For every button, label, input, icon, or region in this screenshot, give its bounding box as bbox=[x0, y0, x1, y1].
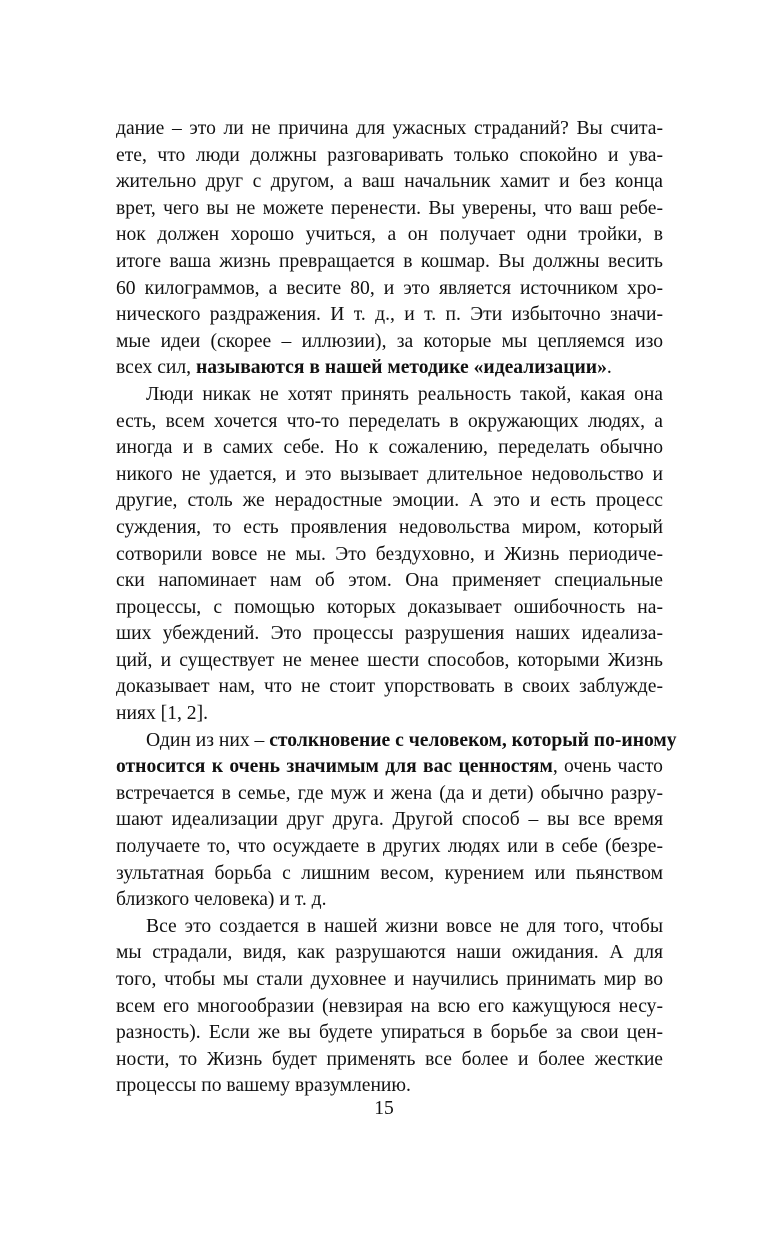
bold-text: называются в нашей методике «идеализации» bbox=[195, 357, 607, 379]
text-segment: процессы, с помощью которых доказывает ошибочность на- bbox=[116, 596, 663, 618]
text-segment: встречается в семье, где муж и жена (да и дети) обычно разру- bbox=[116, 782, 663, 804]
text-line bbox=[116, 409, 663, 436]
text-line bbox=[116, 621, 663, 648]
text-line bbox=[116, 754, 663, 781]
text-line bbox=[116, 701, 663, 728]
text-segment: врет, чего вы не можете перенести. Вы уверены, что ваш ребе- bbox=[116, 197, 663, 219]
bold-text: относится к очень значимым для вас ценностям bbox=[116, 756, 553, 778]
text-segment: , очень часто bbox=[552, 756, 663, 778]
text-line bbox=[116, 781, 663, 808]
text-line bbox=[116, 355, 663, 382]
text-line bbox=[116, 116, 663, 143]
text-line bbox=[116, 861, 663, 888]
page-body bbox=[116, 116, 677, 1100]
text-segment: того, чтобы мы стали духовнее и научились принимать мир во bbox=[116, 969, 663, 990]
text-segment: ниях [1, 2]. bbox=[116, 703, 209, 725]
text-line bbox=[116, 807, 663, 834]
text-line bbox=[116, 249, 663, 276]
text-line bbox=[116, 143, 663, 170]
text-line bbox=[116, 382, 663, 409]
text-segment: всех сил, bbox=[116, 357, 196, 379]
text-segment: Люди никак не хотят принять реальность такой, какая она bbox=[146, 383, 663, 405]
text-line bbox=[116, 329, 663, 356]
text-segment: никого не удается, и это вызывает длительное недовольство и bbox=[116, 463, 663, 485]
text-segment: суждения, то есть проявления недовольства миром, который bbox=[116, 516, 663, 538]
text-segment: дание – это ли не причина для ужасных страданий? Вы счита- bbox=[116, 118, 663, 139]
text-segment: нического раздражения. И т. д., и т. п. Эти избыточно значи- bbox=[116, 304, 663, 326]
text-segment: доказывает нам, что не стоит упорствовать в своих заблужде- bbox=[116, 676, 663, 698]
text-segment: нок должен хорошо учиться, а он получает одни тройки, в bbox=[116, 224, 663, 246]
paragraph-p4 bbox=[116, 914, 663, 1100]
text-segment: 60 килограммов, а весите 80, и это является источником хро- bbox=[116, 277, 663, 299]
text-line bbox=[116, 542, 663, 569]
text-segment: получаете то, что осуждаете в других людях или в себе (безре- bbox=[116, 836, 663, 858]
text-segment: итоге ваша жизнь превращается в кошмар. Вы должны весить bbox=[116, 250, 663, 272]
text-line bbox=[116, 222, 663, 249]
text-line bbox=[116, 169, 663, 196]
text-line bbox=[116, 1047, 663, 1074]
text-segment: ски напоминает нам об этом. Она применяет специальные bbox=[116, 570, 663, 592]
text-segment: ших убеждений. Это процессы разрушения наших идеализа- bbox=[116, 623, 663, 645]
text-line bbox=[116, 595, 663, 622]
text-line bbox=[116, 834, 663, 861]
text-segment: . bbox=[606, 357, 612, 379]
text-segment: ности, то Жизнь будет применять все более и более жесткие bbox=[116, 1048, 663, 1070]
text-segment: зультатная борьба с лишним весом, курением или пьянством bbox=[116, 862, 663, 884]
text-segment: жительно друг с другом, а ваш начальник хамит и без конца bbox=[116, 171, 663, 193]
text-segment: процессы по вашему вразумлению. bbox=[116, 1075, 411, 1097]
bold-text: столкновение с человеком, который по-иному bbox=[269, 729, 677, 751]
text-segment: разность). Если же вы будете упираться в борьбе за свои цен- bbox=[116, 1022, 663, 1044]
text-line bbox=[116, 302, 663, 329]
text-segment: Один из них – bbox=[146, 729, 270, 751]
paragraph-p1 bbox=[116, 116, 663, 382]
text-segment: Все это создается в нашей жизни вовсе не для того, чтобы bbox=[146, 915, 663, 937]
text-line bbox=[116, 914, 663, 941]
text-line bbox=[116, 488, 663, 515]
paragraph-p2 bbox=[116, 382, 663, 728]
text-line bbox=[116, 568, 663, 595]
text-line bbox=[116, 994, 663, 1021]
text-line bbox=[116, 276, 663, 303]
text-line bbox=[116, 462, 663, 489]
text-segment: мы страдали, видя, как разрушаются наши ожидания. А для bbox=[116, 942, 663, 964]
text-line bbox=[116, 435, 663, 462]
text-segment: мые идеи (скорее – иллюзии), за которые мы цепляемся изо bbox=[116, 330, 663, 352]
text-segment: ций, и существует не менее шести способов, которыми Жизнь bbox=[116, 649, 663, 671]
page-number: 15 bbox=[374, 1098, 394, 1119]
text-line bbox=[116, 674, 663, 701]
text-line bbox=[116, 940, 663, 967]
paragraph-p3 bbox=[116, 728, 677, 914]
text-line bbox=[116, 967, 663, 994]
text-line bbox=[116, 196, 663, 223]
text-segment: всем его многообразии (невзирая на всю его кажущуюся несу- bbox=[116, 995, 663, 1017]
text-line bbox=[116, 515, 663, 542]
text-line bbox=[116, 728, 677, 755]
text-segment: другие, столь же нерадостные эмоции. А это и есть процесс bbox=[116, 490, 663, 512]
text-segment: есть, всем хочется что-то переделать в окружающих людях, а bbox=[116, 410, 663, 432]
text-segment: ете, что люди должны разговаривать только спокойно и ува- bbox=[116, 144, 663, 166]
text-segment: близкого человека) и т. д. bbox=[116, 889, 327, 911]
text-segment: сотворили вовсе не мы. Это бездуховно, и Жизнь периодиче- bbox=[116, 543, 663, 565]
text-segment: иногда и в самих себе. Но к сожалению, переделать обычно bbox=[116, 437, 663, 459]
text-line bbox=[116, 648, 663, 675]
text-segment: шают идеализации друг друга. Другой способ – вы все время bbox=[116, 809, 663, 831]
text-line bbox=[116, 887, 663, 914]
text-line bbox=[116, 1020, 663, 1047]
